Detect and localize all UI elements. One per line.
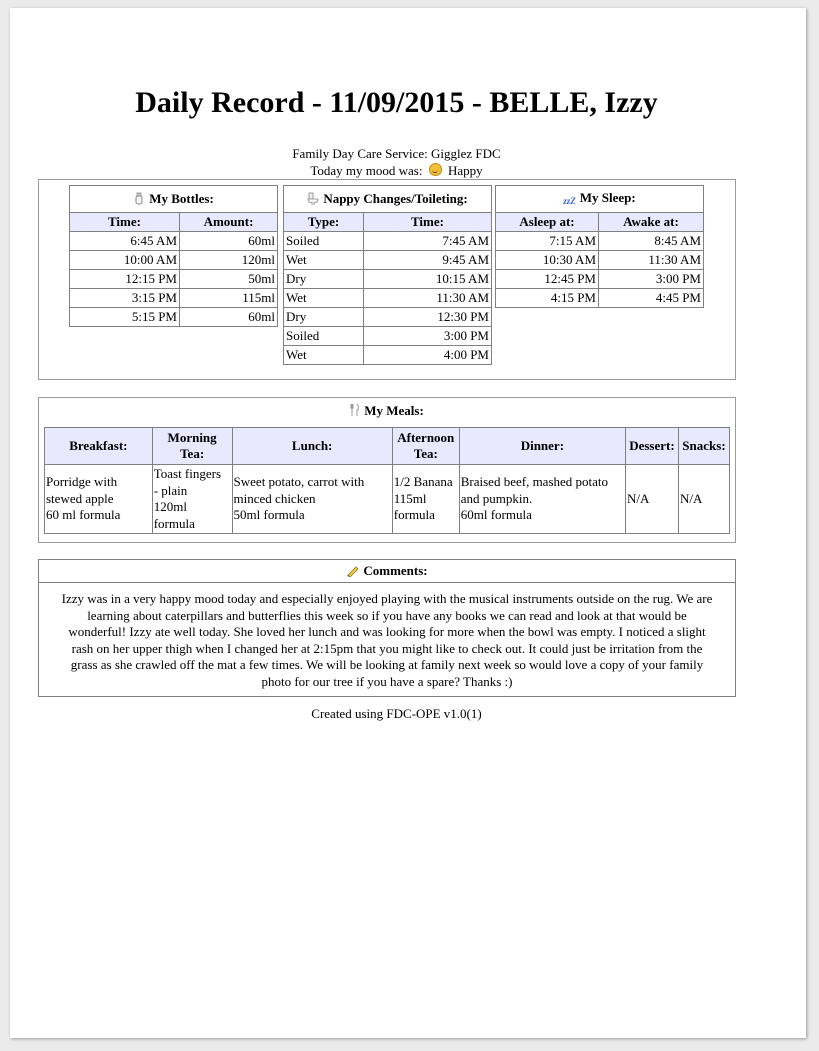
meals-header-breakfast: Breakfast: — [45, 428, 153, 465]
cell: 12:30 PM — [364, 308, 492, 327]
footer-credit: Created using FDC-OPE v1.0(1) — [311, 706, 482, 721]
meal-breakfast: Porridge with stewed apple 60 ml formula — [45, 465, 153, 534]
table-row — [70, 270, 278, 289]
cell: 60ml — [180, 308, 278, 327]
cell: 7:15 AM — [496, 232, 599, 251]
sleep-table — [495, 185, 704, 308]
nappy-table — [283, 185, 492, 365]
bottles-header-time: Time: — [70, 213, 180, 232]
meals-caption: My Meals: — [39, 403, 735, 419]
mood-line — [10, 163, 783, 179]
cell: Soiled — [284, 232, 364, 251]
cell: 6:45 AM — [70, 232, 180, 251]
table-row — [284, 327, 492, 346]
table-row — [70, 289, 278, 308]
table-row — [284, 232, 492, 251]
meal-dinner: Braised beef, mashed potato and pumpkin. 60ml formula — [459, 465, 625, 534]
nappy-header-type: Type: — [284, 213, 364, 232]
cell: 9:45 AM — [364, 251, 492, 270]
cell: 12:45 PM — [496, 270, 599, 289]
cell: 60ml — [180, 232, 278, 251]
table-row — [70, 251, 278, 270]
cell: 5:15 PM — [70, 308, 180, 327]
table-row — [284, 251, 492, 270]
cell: 50ml — [180, 270, 278, 289]
meals-table — [44, 427, 730, 534]
cell: 3:00 PM — [364, 327, 492, 346]
table-row — [496, 232, 704, 251]
meal-snacks: N/A — [678, 465, 729, 534]
comment-line: learning about caterpillars and butterflies this week so if you have any books we can read and look at that would be — [87, 607, 687, 623]
pencil-icon — [346, 565, 359, 577]
meals-header-snacks: Snacks: — [678, 428, 729, 465]
meal-afternoon-tea: 1/2 Banana 115ml formula — [392, 465, 459, 534]
cell: 12:15 PM — [70, 270, 180, 289]
bottles-caption: My Bottles: — [70, 186, 278, 213]
table-row — [284, 346, 492, 365]
table-row — [284, 308, 492, 327]
comment-line: grass as she crawled off the mat a few times. We will be looking at family next week so would love a copy of your family — [70, 657, 704, 673]
meals-header-lunch: Lunch: — [232, 428, 392, 465]
table-row — [496, 270, 704, 289]
comments-text — [39, 583, 735, 691]
meals-row — [45, 465, 730, 534]
cell: 10:00 AM — [70, 251, 180, 270]
meals-header-morning-tea: Morning Tea: — [152, 428, 232, 465]
cell: 3:00 PM — [599, 270, 704, 289]
cell: 4:00 PM — [364, 346, 492, 365]
cell: 4:45 PM — [599, 289, 704, 308]
table-row — [70, 232, 278, 251]
comment-line: rash on her upper thigh when I changed her at 2:15pm that you might like to check out. It could just be irritation from the — [71, 640, 703, 656]
cell: 10:15 AM — [364, 270, 492, 289]
meals-header-dessert: Dessert: — [625, 428, 678, 465]
daily-care-panel — [38, 179, 736, 380]
mood-prefix: Today my mood was: — [310, 163, 423, 178]
sleep-header-asleep: Asleep at: — [496, 213, 599, 232]
cell: 10:30 AM — [496, 251, 599, 270]
toilet-icon — [307, 192, 319, 205]
comment-line: photo for our tree if you have a spare? Thanks :) — [261, 673, 513, 689]
cell: 8:45 AM — [599, 232, 704, 251]
cell: 11:30 AM — [599, 251, 704, 270]
comments-caption: Comments: — [39, 560, 735, 583]
meal-morning-tea: Toast fingers - plain 120ml formula — [152, 465, 232, 534]
mood-value: Happy — [447, 163, 483, 178]
bottle-icon — [133, 192, 145, 205]
cell: 120ml — [180, 251, 278, 270]
cell: 7:45 AM — [364, 232, 492, 251]
cell: 11:30 AM — [364, 289, 492, 308]
cell: Dry — [284, 270, 364, 289]
sleep-zzz-icon: zzZ — [563, 195, 576, 206]
cell: Wet — [284, 289, 364, 308]
comment-line: Izzy was in a very happy mood today and especially enjoyed playing with the musical instruments outside on the rug. We are — [61, 591, 713, 606]
cell: Wet — [284, 346, 364, 365]
cell: 3:15 PM — [70, 289, 180, 308]
table-row — [284, 289, 492, 308]
comments-panel — [38, 559, 736, 697]
meal-lunch: Sweet potato, carrot with minced chicken 50ml formula — [232, 465, 392, 534]
table-row — [284, 270, 492, 289]
cell: 115ml — [180, 289, 278, 308]
cell: 4:15 PM — [496, 289, 599, 308]
table-row — [496, 251, 704, 270]
service-line: Family Day Care Service: Gigglez FDC — [292, 146, 501, 161]
sleep-header-awake: Awake at: — [599, 213, 704, 232]
nappy-caption: Nappy Changes/Toileting: — [284, 186, 492, 213]
meals-header-dinner: Dinner: — [459, 428, 625, 465]
bottles-table — [69, 185, 278, 327]
page-title: Daily Record - 11/09/2015 - BELLE, Izzy — [135, 86, 658, 119]
table-row — [496, 289, 704, 308]
cell: Soiled — [284, 327, 364, 346]
meal-dessert: N/A — [625, 465, 678, 534]
cell: Dry — [284, 308, 364, 327]
cutlery-icon — [350, 403, 360, 417]
nappy-header-time: Time: — [364, 213, 492, 232]
sleep-caption: zzZ My Sleep: — [496, 186, 704, 213]
meals-header-afternoon-tea: Afternoon Tea: — [392, 428, 459, 465]
table-row — [70, 308, 278, 327]
meals-panel — [38, 397, 736, 543]
happy-face-icon — [429, 163, 442, 176]
cell: Wet — [284, 251, 364, 270]
document-page — [10, 8, 806, 1038]
comment-line: wonderful! Izzy ate well today. She loved her lunch and was looking for more when the bowl was empty. I noticed a slight — [68, 624, 706, 640]
bottles-header-amount: Amount: — [180, 213, 278, 232]
